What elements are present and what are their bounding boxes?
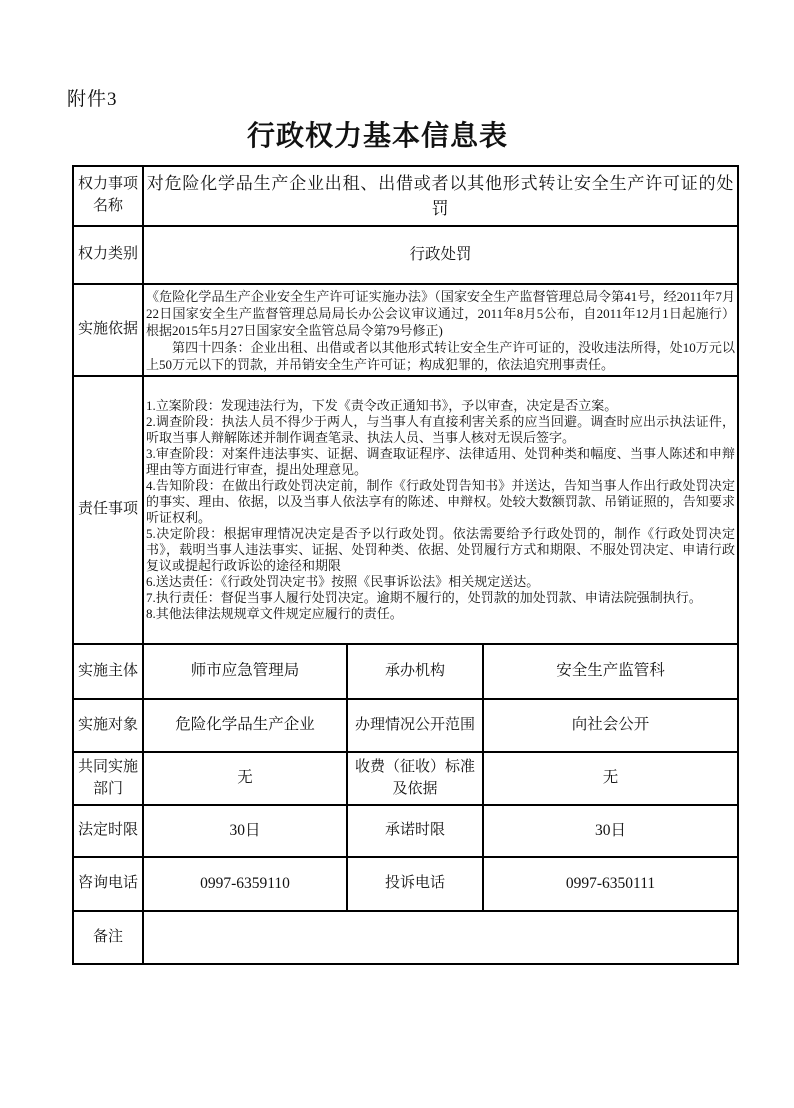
table-row-phone [73, 857, 738, 911]
value-joint-department: 无 [143, 752, 347, 805]
value-remark [143, 911, 738, 964]
duty-item: 7.执行责任：督促当事人履行处罚决定。逾期不履行的，处罚款的加处罚款、申请法院强制执行。 [146, 590, 702, 605]
duty-item: 2.调查阶段：执法人员不得少于两人，与当事人有直接利害关系的应当回避。调查时应出示执法证件，听取当事人辩解陈述并制作调查笔录、执法人员、当事人核对无误后签字。 [146, 414, 735, 445]
label-fee-standard: 收费（征收）标准及依据 [347, 752, 483, 805]
table-row-time-limit [73, 805, 738, 857]
value-promised-time-limit: 30日 [483, 805, 738, 857]
basis-paragraph-1: 《危险化学品生产企业安全生产许可证实施办法》（国家安全生产监督管理总局令第41号，经2011年7月22日国家安全生产监督管理总局局长办公会议审议通过，2011年8月5公布，自2011年12月1日起施行）根据2015年5月27日国家安全监管总局令第79号修正) [146, 288, 735, 338]
value-legal-time-limit: 30日 [143, 805, 347, 857]
value-duties [143, 376, 738, 644]
value-undertaking-org: 安全生产监管科 [483, 644, 738, 699]
value-consult-phone: 0997-6359110 [143, 857, 347, 911]
page-title: 行政权力基本信息表 [246, 121, 508, 152]
value-basis [143, 284, 738, 376]
value-power-item-name: 对危险化学品生产企业出租、出借或者以其他形式转让安全生产许可证的处罚 [143, 166, 738, 226]
duty-item: 3.审查阶段：对案件违法事实、证据、调查取证程序、法律适用、处罚种类和幅度、当事人陈述和申辩理由等方面进行审查，提出处理意见。 [146, 446, 735, 477]
table-row-power-item [73, 166, 738, 226]
label-undertaking-org: 承办机构 [347, 644, 483, 699]
duty-item: 8.其他法律法规规章文件规定应履行的责任。 [146, 606, 403, 621]
duty-item: 6.送达责任：《行政处罚决定书》按照《民事诉讼法》相关规定送达。 [146, 574, 540, 589]
info-table [72, 165, 739, 965]
label-promised-time-limit: 承诺时限 [347, 805, 483, 857]
table-row-power-type [73, 226, 738, 284]
duty-item: 1.立案阶段：发现违法行为，下发《责令改正通知书》，予以审查，决定是否立案。 [146, 398, 618, 413]
attachment-label: 附件3 [67, 89, 118, 110]
duty-item: 4.告知阶段：在做出行政处罚决定前，制作《行政处罚告知书》并送达，告知当事人作出行政处罚决定的事实、理由、依据，以及当事人依法享有的陈述、申辩权。处较大数额罚款、吊销证照的，告知要求听证权利。 [146, 478, 735, 525]
table-row-target [73, 699, 738, 752]
label-disclosure-scope: 办理情况公开范围 [347, 699, 483, 752]
basis-paragraph-2: 第四十四条：企业出租、出借或者以其他形式转让安全生产许可证的，没收违法所得，处10万元以上50万元以下的罚款，并吊销安全生产许可证；构成犯罪的，依法追究刑事责任。 [146, 339, 735, 372]
table-row-subject [73, 644, 738, 699]
duty-item: 5.决定阶段：根据审理情况决定是否予以行政处罚。依法需要给予行政处罚的，制作《行政处罚决定书》，载明当事人违法事实、证据、处罚种类、依据、处罚履行方式和期限、不服处罚决定、申请行政复议或提起行政诉讼的途径和期限 [146, 526, 735, 573]
label-remark: 备注 [73, 911, 143, 964]
value-fee-standard: 无 [483, 752, 738, 805]
label-complaint-phone: 投诉电话 [347, 857, 483, 911]
label-power-item-name: 权力事项名称 [73, 166, 143, 226]
label-joint-department: 共同实施部门 [73, 752, 143, 805]
label-subject: 实施主体 [73, 644, 143, 699]
table-row-basis [73, 284, 738, 376]
label-duties: 责任事项 [73, 376, 143, 644]
value-target: 危险化学品生产企业 [143, 699, 347, 752]
label-legal-time-limit: 法定时限 [73, 805, 143, 857]
value-subject: 师市应急管理局 [143, 644, 347, 699]
table-row-remark [73, 911, 738, 964]
value-power-type: 行政处罚 [143, 226, 738, 284]
label-power-type: 权力类别 [73, 226, 143, 284]
label-target: 实施对象 [73, 699, 143, 752]
table-row-joint [73, 752, 738, 805]
value-disclosure-scope: 向社会公开 [483, 699, 738, 752]
label-consult-phone: 咨询电话 [73, 857, 143, 911]
value-complaint-phone: 0997-6350111 [483, 857, 738, 911]
label-basis: 实施依据 [73, 284, 143, 376]
table-row-duties [73, 376, 738, 644]
